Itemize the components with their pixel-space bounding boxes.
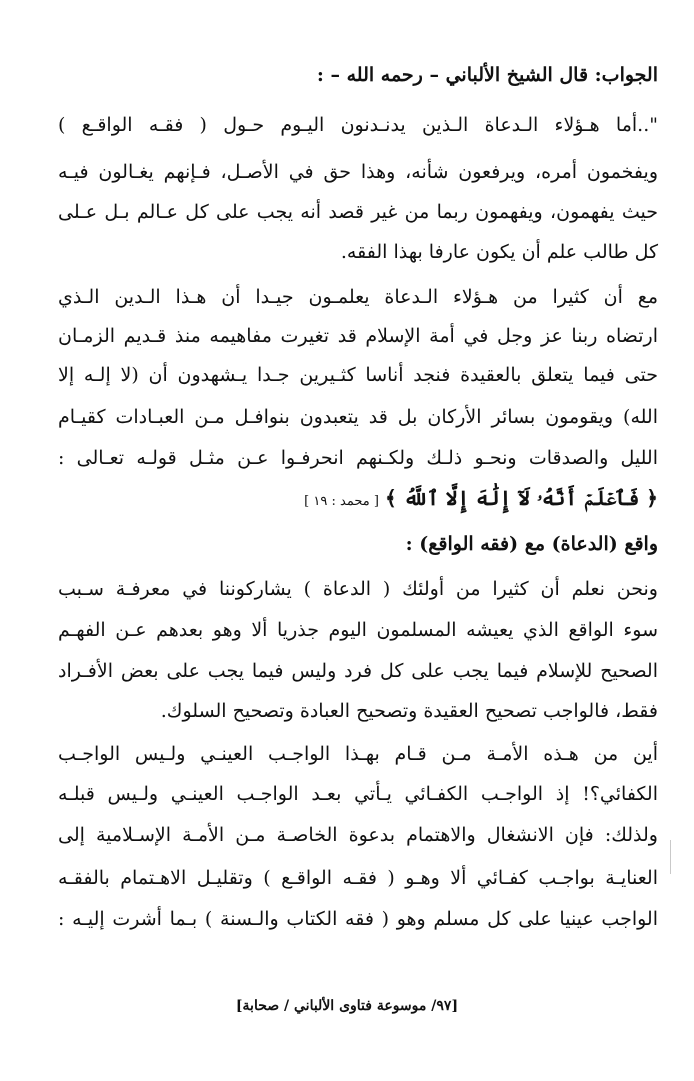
answer-label: الجواب:: [594, 64, 658, 86]
paragraph-5-line-2: العنايـة بواجـب كفـائي ألا وهـو ( فقـه الواقـع ) وتقليـل الاهـتمام بالفقـه: [58, 867, 658, 889]
page-footer: [٩٧/ موسوعة فتاوى الألباني / صحابة]: [235, 998, 459, 1014]
paragraph-2-line-1: مع أن كثيرا من هـؤلاء الـدعاة يعلمـون جيـدا أن هـذا الـدين الـذي: [58, 286, 658, 308]
verse-line: [58, 488, 658, 509]
paragraph-1-line-1: "..أما هـؤلاء الـدعاة الـذين يدنـدنون اليـوم حـول ( فقـه الواقـع ): [58, 114, 658, 136]
paragraph-3-line-2: سوء الواقع الذي يعيشه المسلمون اليوم جذريا ألا وهو بعدهم عـن الفهـم: [58, 619, 658, 641]
quran-verse: ﴿ فَٱعۡلَمۡ أَنَّهُۥ لَآ إِلَٰهَ إِلَّا ٱللَّهُ ﴾: [384, 486, 658, 510]
answer-line: [58, 66, 658, 85]
scan-mark: [670, 840, 671, 874]
verse-reference: [ محمد : ١٩ ]: [304, 494, 379, 509]
paragraph-2-line-5: الليل والصدقات ونحـو ذلـك ولكـنهم انحرفـوا عـن مثـل قولـه تعـالى :: [58, 447, 658, 469]
paragraph-1-line-4: كل طالب علم أن يكون عارفا بهذا الفقه.: [340, 241, 658, 263]
paragraph-1-line-3: حيث يفهمون، ويفهمون ربما من غير قصد أنه يجب على كل عـالم بـل عـلى: [58, 201, 658, 223]
paragraph-4-line-2: الكفائي؟! إذ الواجـب الكفـائي يـأتي بعـد الواجـب العينـي ولـيس قبلـه: [58, 783, 658, 805]
paragraph-2-line-3: حتى فيما يتعلق بالعقيدة فنجد أناسا كثـيرين جـدا يـشهدون أن (لا إلـه إلا: [58, 364, 658, 386]
paragraph-3-line-3: الصحيح للإسلام فيما يجب على كل فرد وليس فيما يجب على بعض الأفـراد: [58, 660, 658, 682]
paragraph-3-line-1: ونحن نعلم أن كثيرا من أولئك ( الدعاة ) يشاركوننا في معرفـة سـبب: [58, 578, 658, 600]
paragraph-2-line-4: الله) ويقومون بسائر الأركان بل قد يتعبدون بنوافـل مـن العبـادات كقيـام: [58, 406, 658, 428]
answer-intro: قال الشيخ الألباني – رحمه الله – :: [316, 64, 595, 86]
section-heading: واقع (الدعاة) مع (فقه الواقع) :: [405, 533, 658, 555]
paragraph-1-line-2: ويفخمون أمره، ويرفعون شأنه، وهذا حق في الأصـل، فـإنهم يغـالون فيـه: [58, 161, 658, 183]
paragraph-2-line-2: ارتضاه ربنا عز وجل في أمة الإسلام قد تغيرت مفاهيمه منذ قـديم الزمـان: [58, 325, 658, 347]
paragraph-4-line-1: أين من هـذه الأمـة مـن قـام بهـذا الواجـب العينـي ولـيس الواجـب: [58, 743, 658, 765]
paragraph-5-line-3: الواجب عينيا على كل مسلم وهو ( فقه الكتاب والـسنة ) بـما أشرت إليـه :: [58, 908, 658, 930]
paragraph-5-line-1: ولذلك: فإن الانشغال والاهتمام بدعوة الخاصـة مـن الأمـة الإسـلامية إلى: [58, 824, 658, 846]
paragraph-3-line-4: فقط، فالواجب تصحيح العقيدة وتصحيح العبادة وتصحيح السلوك.: [160, 700, 658, 722]
